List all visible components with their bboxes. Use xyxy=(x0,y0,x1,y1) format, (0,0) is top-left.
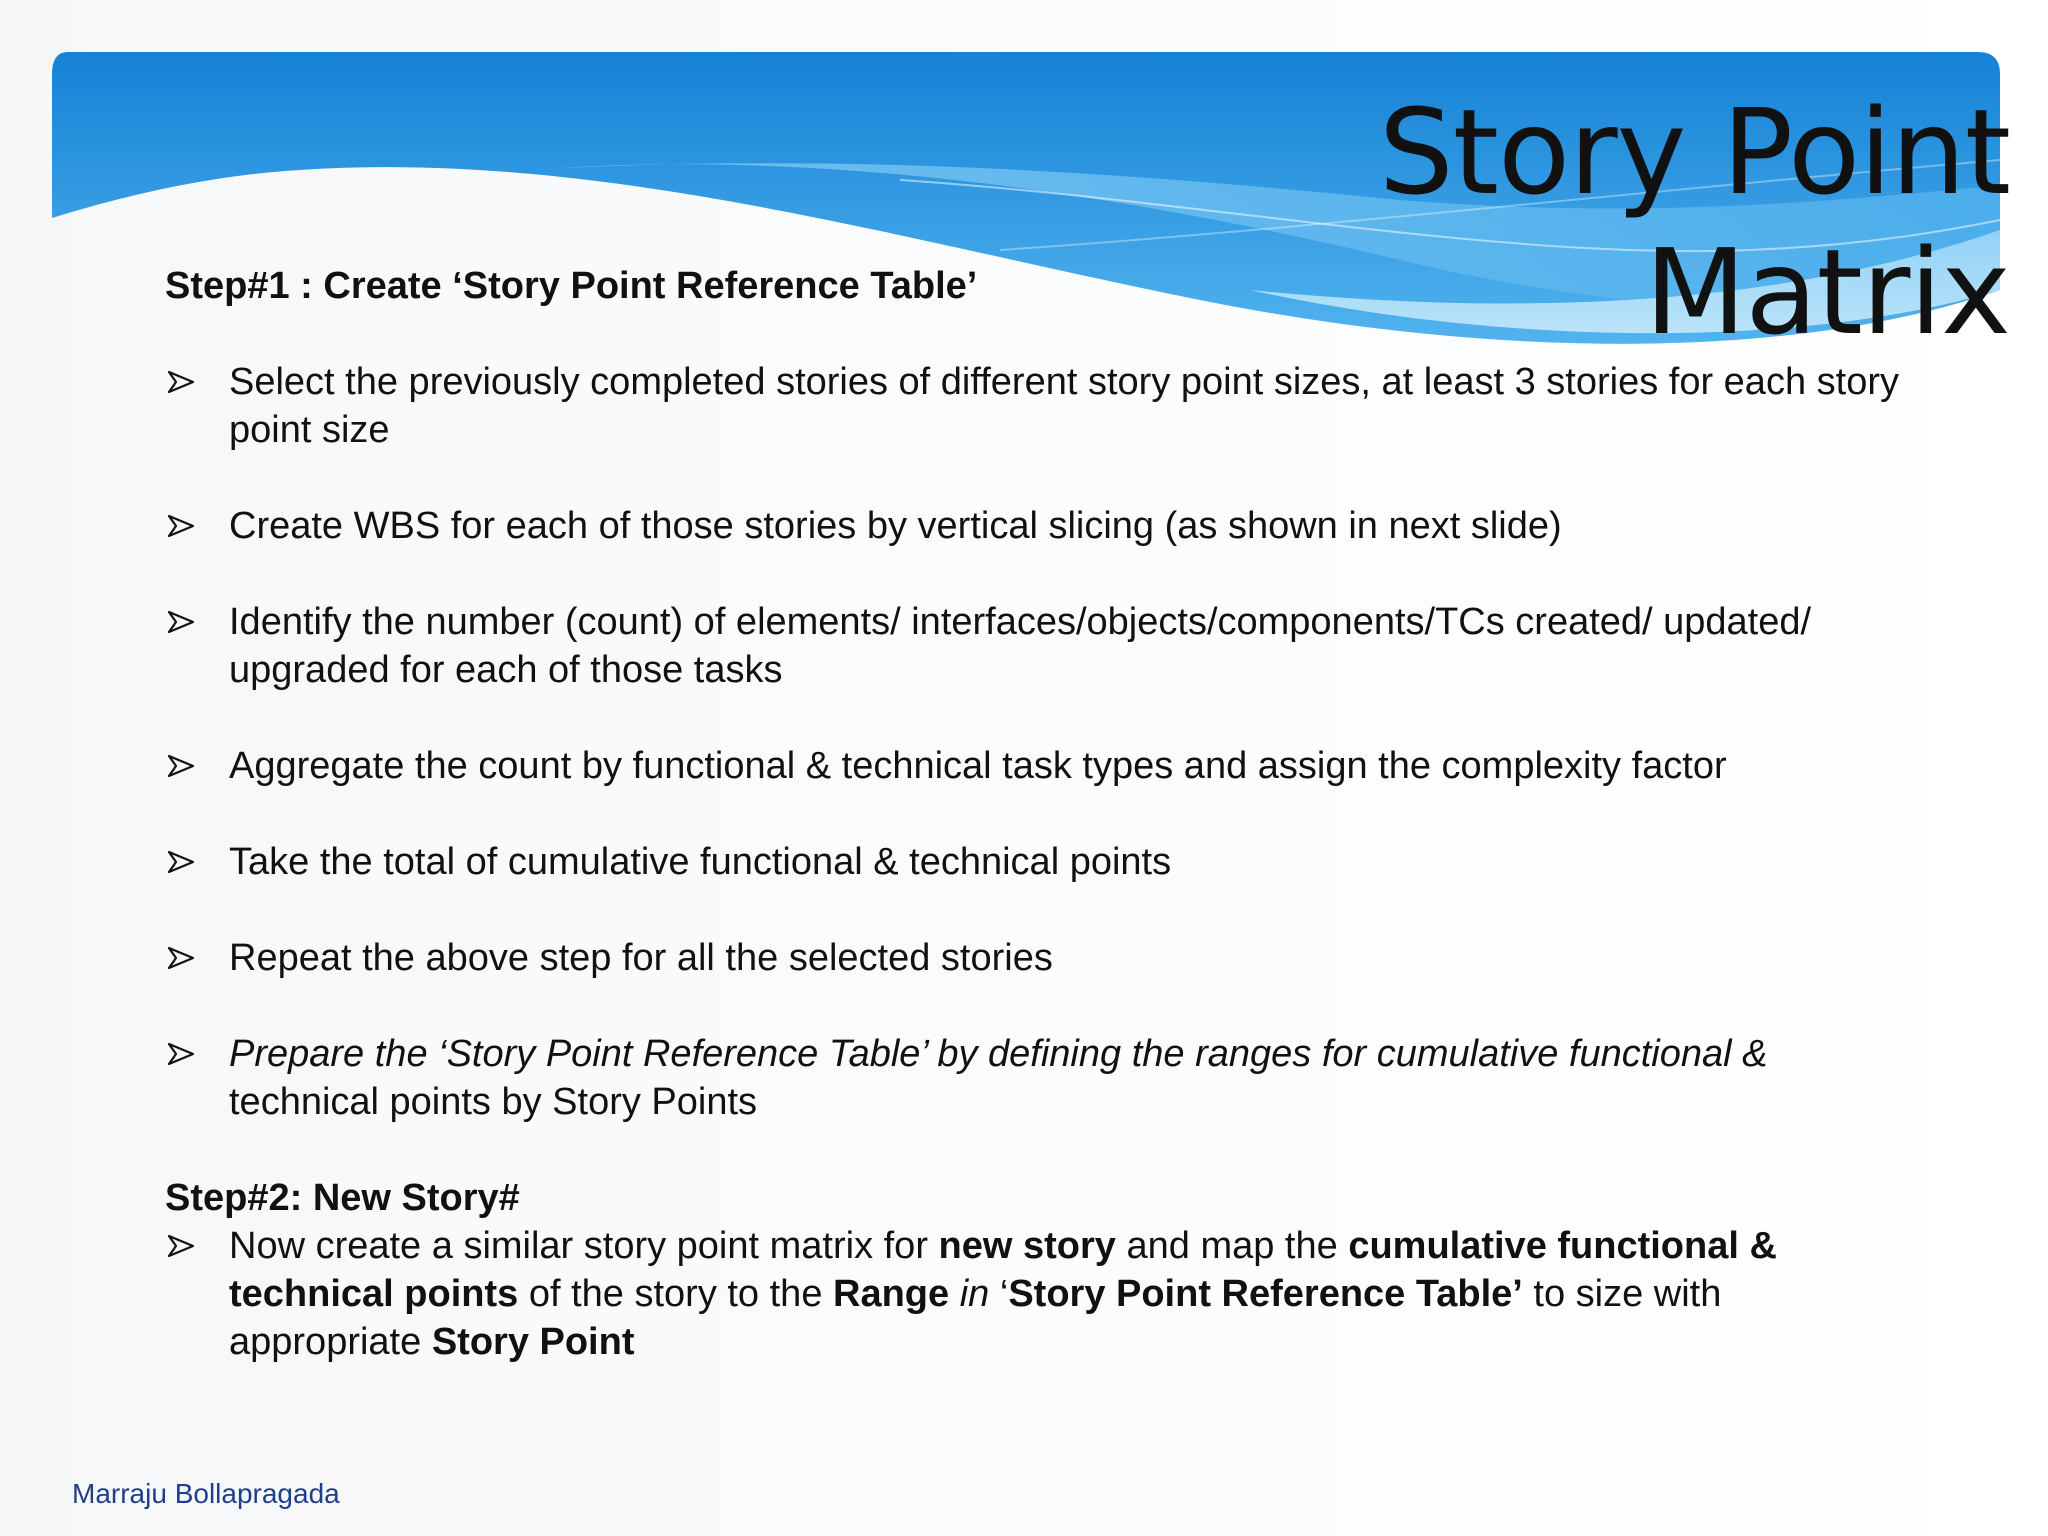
bullet-text: ‘ xyxy=(999,1273,1009,1315)
list-item xyxy=(165,934,1905,982)
step2-section xyxy=(165,1174,1905,1366)
step2-bullet-list xyxy=(165,1222,1905,1366)
bold-text: Range xyxy=(833,1273,950,1315)
arrow-bullet-icon xyxy=(165,1030,197,1078)
list-item xyxy=(165,598,1905,694)
footer-author: Marraju Bollapragada xyxy=(72,1478,340,1509)
list-item xyxy=(165,502,1905,550)
bullet-text: Take the total of cumulative functional & technical points xyxy=(229,841,1172,883)
step2-heading: Step#2: New Story# xyxy=(165,1177,520,1219)
step1-bullet-list xyxy=(165,358,1905,1126)
bullet-text: Aggregate the count by functional & technical task types and assign the complexity factor xyxy=(229,745,1727,787)
bullet-text: technical points by Story Points xyxy=(229,1081,758,1123)
bullet-text: Select the previously completed stories of different story point sizes, at least 3 stories for each story point size xyxy=(229,361,1899,451)
list-item xyxy=(165,358,1905,454)
arrow-bullet-icon xyxy=(165,598,197,646)
bullet-text-italic: Prepare the ‘Story Point Reference Table’ by defining the ranges for cumulative functional & xyxy=(229,1033,1768,1075)
bullet-text: of the story to the xyxy=(518,1273,834,1315)
bold-text: Story Point xyxy=(431,1321,635,1363)
bold-text: Story Point Reference Table’ xyxy=(1008,1273,1523,1315)
slide-title: Story Point Matrix xyxy=(1378,83,2010,361)
bold-text: cumulative functional & technical points xyxy=(229,1225,1777,1315)
arrow-bullet-icon xyxy=(165,1222,197,1270)
arrow-bullet-icon xyxy=(165,934,197,982)
arrow-bullet-icon xyxy=(165,838,197,886)
step1-heading: Step#1 : Create ‘Story Point Reference Table’ xyxy=(165,265,978,307)
bullet-text: Identify the number (count) of elements/ interfaces/objects/components/TCs created/ updated/ upgraded for each of those tasks xyxy=(229,601,1812,691)
bullet-text: and map the xyxy=(1115,1225,1349,1267)
list-item xyxy=(165,838,1905,886)
bullet-text: Now create a similar story point matrix for xyxy=(229,1225,939,1267)
slide-content xyxy=(165,262,1905,1366)
arrow-bullet-icon xyxy=(165,358,197,406)
bullet-text: Repeat the above step for all the selected stories xyxy=(229,937,1053,979)
bullet-text: Create WBS for each of those stories by vertical slicing (as shown in next slide) xyxy=(229,505,1562,547)
list-item xyxy=(165,1222,1905,1366)
italic-text: in xyxy=(949,1273,1000,1315)
arrow-bullet-icon xyxy=(165,502,197,550)
list-item xyxy=(165,742,1905,790)
bold-text: new story xyxy=(938,1225,1116,1267)
bullet-text: to size with appropriate xyxy=(229,1273,1722,1363)
list-item xyxy=(165,1030,1905,1126)
arrow-bullet-icon xyxy=(165,742,197,790)
